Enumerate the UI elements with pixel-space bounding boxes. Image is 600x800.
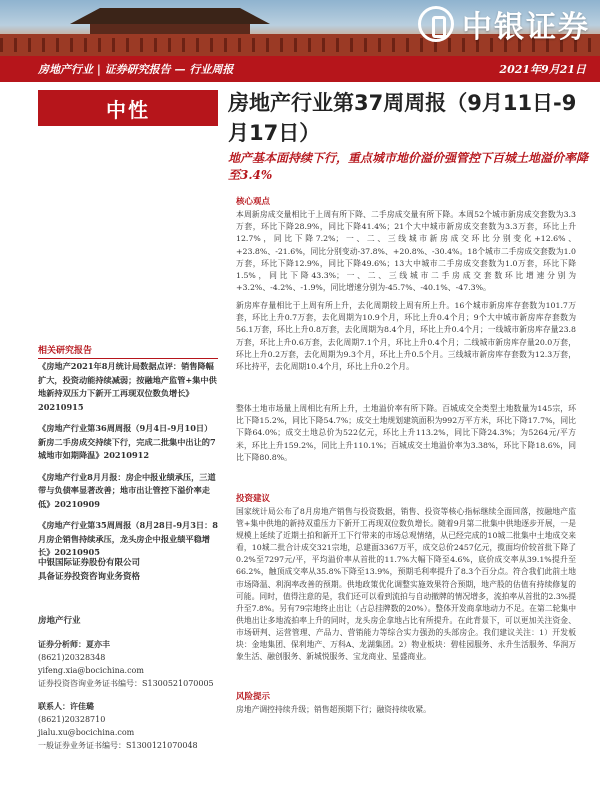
lead-analyst-cert: 证券投资咨询业务证书编号：S1300521070005 bbox=[38, 679, 214, 688]
header-banner bbox=[0, 0, 600, 56]
assistant-name: 联系人：许佳璐 bbox=[38, 701, 94, 711]
report-date: 2021年9月21日 bbox=[499, 63, 586, 76]
lead-analyst-email[interactable]: yifeng.xia@bocichina.com bbox=[38, 666, 144, 675]
related-reports-list bbox=[38, 360, 218, 568]
analyst-contacts bbox=[38, 615, 218, 752]
assistant-phone: (8621)20328710 bbox=[38, 715, 106, 724]
related-report-item: 《房地产行业第35周周报（8月28日-9月3日：8月房企销售持续承压，龙头房企中报业绩平稳增长》20210905 bbox=[38, 520, 218, 557]
company-info bbox=[38, 556, 218, 584]
analyst-industry: 房地产行业 bbox=[38, 616, 81, 626]
palace-roof-image bbox=[70, 8, 270, 24]
lead-analyst-phone: (8621)20328348 bbox=[38, 653, 106, 662]
report-category: 房地产行业 | 证券研究报告 — 行业周报 bbox=[38, 63, 234, 76]
related-report-item: 《房地产2021年8月统计局数据点评：销售降幅扩大，投资动能持续减弱；按融地产监管+集中供地新持双压力下新开工再现双位数负增长》20210915 bbox=[38, 361, 217, 412]
lead-analyst-name: 证券分析师：夏亦丰 bbox=[38, 639, 110, 649]
boc-logo-icon bbox=[418, 6, 454, 42]
paragraph-inventory: 新房库存量相比于上周有所上升，去化周期较上周有所上升。16个城市新房库存套数为101.7万套，环比上升0.7万套，去化周期为10.9个月，环比上升0.4个月；9个大中城市新房库存套数为56.1万套，环比上升0.8万套，去化周期为8.4个月，环比上升0.4个月；一线城市新房库存量23.8万套，环比上升0.6万套，去化周期7.1个月，环比上升0.4个月；二线城市新房库存量20.0万套，环比上升0.2万套，去化周期为9.3个月，环比上升0.5个月。三线城市新房库存套数为12.3万套，环比持平，去化周期10.4个月，环比上升0.2个月。 bbox=[236, 301, 576, 372]
core-view-heading: 核心观点 bbox=[236, 197, 271, 207]
related-report-item: 《房地产行业8月月报：房企中报业绩承压，三道带与负债率显著改善；地市出让管控下溢价率走低》20210909 bbox=[38, 471, 216, 509]
rating-badge: 中性 bbox=[38, 90, 218, 126]
report-title: 房地产行业第37周周报（9月11日-9月17日） bbox=[228, 91, 577, 145]
paragraph-transactions: 本周新房成交量相比于上周有所下降、二手房成交量有所下降。本周52个城市新房成交套数为3.3万套，环比下降28.9%，同比下降41.4%；21个大中城市新房成交套数为3.3万套，环比上升12.7%，同比下降7.2%；一、二、三线城市新房成交环比分别变化+12.6%、+23.8%、-21.6%，同比分别变动-37.8%、+20.8%、-30.4%。18个城市二手房成交套数为1.0万套，环比下降12.9%，同比下降49.6%；13大中城市二手房成交套数为1.0万套，环比下降1.5%，同比下降43.3%；一、二、三线城市二手房成交套数环比增速分别为+3.2%、-4.2%、-1.9%，同比增速分别为-45.7%、-40.1%、-47.3%。 bbox=[236, 210, 576, 293]
risk-heading: 风险提示 bbox=[236, 692, 271, 702]
investment-heading: 投资建议 bbox=[236, 494, 271, 504]
assistant-email[interactable]: jialu.xu@bocichina.com bbox=[38, 728, 135, 737]
assistant-cert: 一般证券业务证书编号：S1300121070048 bbox=[38, 741, 198, 750]
risk-text: 房地产调控持续升级；销售超预期下行；融资持续收紧。 bbox=[236, 705, 431, 714]
logo-text: 中银证券 bbox=[462, 10, 590, 45]
report-subtitle: 地产基本面持续下行，重点城市地价溢价强管控下百城土地溢价率降至3.4% bbox=[228, 151, 589, 182]
company-name: 中银国际证券股份有限公司 bbox=[38, 558, 141, 568]
palace-eave-image bbox=[90, 24, 250, 34]
investment-text: 国家统计局公布了8月房地产销售与投资数据，销售、投资等核心指标继续全面回落，按融地产监管+集中供地的新持双重压力下新开工再现双位数负增长。随着9月第二批集中供地逐步开展，一是规模上延续了近期土拍和新开工下行带来的市场总观情绪，从已经完成的10城二批集中土地成交来看，10城二批合计成交321宗地，总建面3367万平，成交总价2457亿元，揽面均价较首批下降了0.2%至7297元/平，平均溢价率从首批的11.7%大幅下降至4.6%，底价成交率从39.1%提升至66.2%，触顶成交率从35.8%下降至13.9%，预期毛利率提升了8.3个百分点。符合我们此前土地市场降温、利润率改善的预期。供地政策优化调整实施效果符合预期，地产股的估值有持续修复的可能。同时，值得注意的是，我们还可以看到流拍与自动撤牌的情况增多，流拍率从首批的2.3%提升至7.8%。另有79宗地终止出让（占总挂牌数的20%）。整体开发商拿地动力不足。在第二轮集中供地出让多地流拍率上升的同时，龙头房企拿地占比有所提升。在此背景下，可以更加关注资金、市场研判、运营管理、产品力、营销能力等综合实力强劲的头部房企。我们建议关注：1）开发板块：金地集团、保利地产、万科A、龙湖集团。2）物业板块：碧桂园服务、永升生活服务、华润万象生活、融创服务、新城悦服务、宝龙商业、星盛商业。 bbox=[236, 507, 576, 662]
company-logo bbox=[418, 2, 590, 46]
related-reports-heading: 相关研究报告 bbox=[38, 343, 218, 359]
category-bar bbox=[0, 56, 600, 82]
related-report-item: 《房地产行业第36周周报（9月4日-9月10日）新房二手房成交持续下行，完成二批集中出让的7城地市如期降温》20210912 bbox=[38, 423, 216, 460]
company-qualification: 具备证券投资咨询业务资格 bbox=[38, 572, 141, 582]
paragraph-land-market: 整体土地市场量上周相比有所上升，土地溢价率有所下降。百城成交全类型土地数量为145宗，环比下降15.2%，同比下降54.7%；成交土地规划建筑面积为992万平方米，环比下降17.7%，同比下降64.0%；成交土地总价为522亿元，环比上升113.2%，同比下降24.3%；为5264元/平方米，环比上升159.2%，同比上升110.1%；百城成交土地溢价率为3.38%，环比下降18.6%，同比下降80.8%。 bbox=[236, 404, 576, 462]
